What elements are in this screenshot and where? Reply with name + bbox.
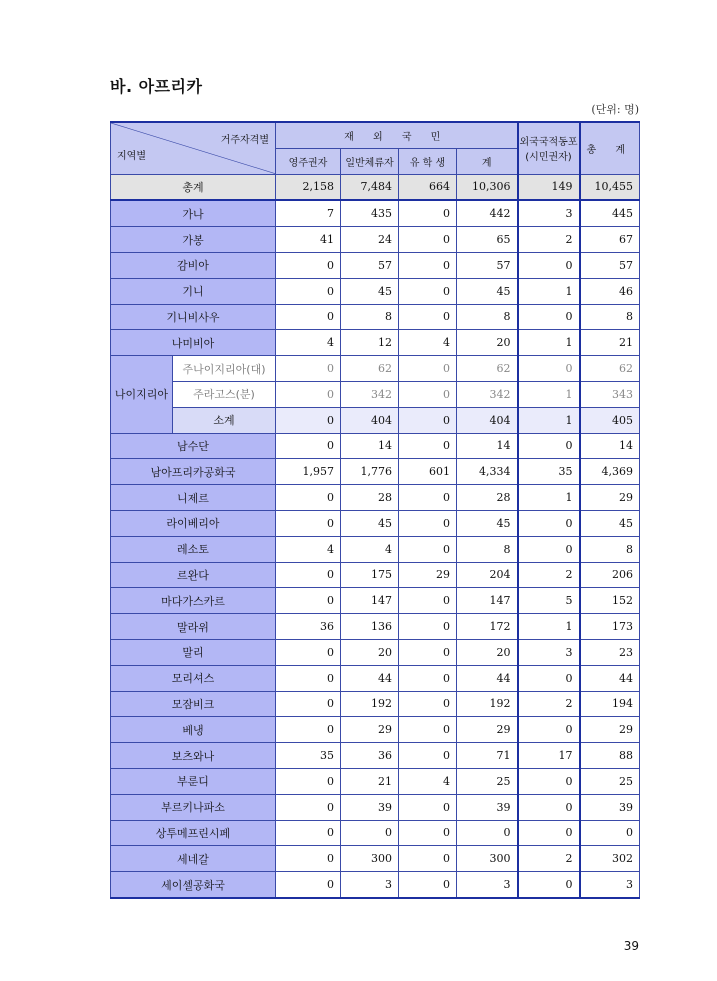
table-cell: 2 <box>518 562 580 588</box>
row-region-name: 기니비사우 <box>111 304 276 330</box>
table-cell: 664 <box>399 174 457 200</box>
table-cell: 0 <box>518 356 580 382</box>
table-cell: 0 <box>518 794 580 820</box>
table-cell: 405 <box>580 407 640 433</box>
row-region-name: 가나 <box>111 200 276 226</box>
table-cell: 0 <box>276 562 341 588</box>
row-region-name: 남수단 <box>111 433 276 459</box>
table-cell: 35 <box>518 459 580 485</box>
table-cell: 147 <box>341 588 399 614</box>
table-cell: 5 <box>518 588 580 614</box>
table-cell: 0 <box>399 691 457 717</box>
table-cell: 2 <box>518 227 580 253</box>
diagonal-header-top: 거주자격별 <box>220 135 269 146</box>
table-cell: 0 <box>399 846 457 872</box>
table-cell: 10,306 <box>457 174 518 200</box>
table-cell: 57 <box>580 252 640 278</box>
africa-residents-table <box>110 121 640 899</box>
row-sub-name: 주라고스(분) <box>173 381 276 407</box>
table-cell: 20 <box>457 639 518 665</box>
table-cell: 45 <box>457 278 518 304</box>
table-cell: 0 <box>518 717 580 743</box>
table-cell: 45 <box>341 510 399 536</box>
table-cell: 0 <box>276 510 341 536</box>
table-cell: 39 <box>457 794 518 820</box>
table-cell: 36 <box>341 743 399 769</box>
table-cell: 149 <box>518 174 580 200</box>
table-cell: 302 <box>580 846 640 872</box>
row-region-name: 상투메프린시페 <box>111 820 276 846</box>
table-cell: 0 <box>276 820 341 846</box>
table-row <box>111 407 640 433</box>
table-row <box>111 665 640 691</box>
table-cell: 173 <box>580 614 640 640</box>
table-cell: 0 <box>276 846 341 872</box>
table-cell: 1 <box>518 407 580 433</box>
table-cell: 204 <box>457 562 518 588</box>
diagonal-header-cell <box>111 122 276 174</box>
table-cell: 0 <box>518 872 580 898</box>
table-cell: 0 <box>276 639 341 665</box>
table-cell: 0 <box>518 768 580 794</box>
table-cell: 44 <box>341 665 399 691</box>
table-cell: 435 <box>341 200 399 226</box>
table-cell: 7,484 <box>341 174 399 200</box>
page-number: 39 <box>623 939 639 953</box>
header-permanent: 영주권자 <box>276 148 341 174</box>
table-cell: 24 <box>341 227 399 253</box>
table-cell: 0 <box>399 536 457 562</box>
table-cell: 2 <box>518 846 580 872</box>
table-cell: 4 <box>341 536 399 562</box>
table-cell: 3 <box>341 872 399 898</box>
row-region-name: 보츠와나 <box>111 743 276 769</box>
table-row <box>111 872 640 898</box>
row-region-name: 모리셔스 <box>111 665 276 691</box>
table-row <box>111 278 640 304</box>
table-row <box>111 562 640 588</box>
table-cell: 0 <box>399 665 457 691</box>
row-region-name: 말라위 <box>111 614 276 640</box>
header-subtotal: 계 <box>457 148 518 174</box>
table-cell: 0 <box>276 433 341 459</box>
table-row <box>111 356 640 382</box>
table-row <box>111 717 640 743</box>
table-cell: 4,334 <box>457 459 518 485</box>
table-cell: 3 <box>580 872 640 898</box>
table-cell: 136 <box>341 614 399 640</box>
table-row <box>111 536 640 562</box>
table-cell: 0 <box>399 200 457 226</box>
table-cell: 343 <box>580 381 640 407</box>
table-cell: 29 <box>580 485 640 511</box>
table-cell: 41 <box>276 227 341 253</box>
table-cell: 0 <box>276 356 341 382</box>
table-cell: 175 <box>341 562 399 588</box>
table-row <box>111 768 640 794</box>
table-cell: 0 <box>580 820 640 846</box>
table-cell: 0 <box>276 794 341 820</box>
table-cell: 0 <box>399 485 457 511</box>
table-cell: 88 <box>580 743 640 769</box>
table-cell: 39 <box>341 794 399 820</box>
table-cell: 39 <box>580 794 640 820</box>
row-subtotal-name: 소계 <box>173 407 276 433</box>
table-cell: 0 <box>399 227 457 253</box>
table-row <box>111 227 640 253</box>
table-row <box>111 639 640 665</box>
row-region-name: 감비아 <box>111 252 276 278</box>
table-cell: 14 <box>580 433 640 459</box>
table-row <box>111 820 640 846</box>
table-row <box>111 381 640 407</box>
table-cell: 1 <box>518 614 580 640</box>
table-cell: 7 <box>276 200 341 226</box>
table-row <box>111 433 640 459</box>
row-region-name: 부르키나파소 <box>111 794 276 820</box>
table-cell: 4 <box>399 768 457 794</box>
unit-label: (단위: 명) <box>591 103 639 116</box>
table-cell: 62 <box>341 356 399 382</box>
row-region-name: 모잠비크 <box>111 691 276 717</box>
table-cell: 0 <box>276 304 341 330</box>
table-cell: 0 <box>399 794 457 820</box>
row-group-name: 나이지리아 <box>111 356 173 433</box>
table-cell: 4 <box>399 330 457 356</box>
table-row <box>111 588 640 614</box>
table-cell: 45 <box>580 510 640 536</box>
row-region-name: 기니 <box>111 278 276 304</box>
table-cell: 0 <box>276 278 341 304</box>
table-cell: 0 <box>399 639 457 665</box>
table-cell: 1,957 <box>276 459 341 485</box>
table-cell: 0 <box>399 433 457 459</box>
table-cell: 0 <box>518 433 580 459</box>
table-cell: 0 <box>341 820 399 846</box>
table-cell: 2,158 <box>276 174 341 200</box>
table-cell: 0 <box>276 665 341 691</box>
table-cell: 46 <box>580 278 640 304</box>
table-cell: 71 <box>457 743 518 769</box>
table-cell: 0 <box>518 536 580 562</box>
row-region-name: 남아프리카공화국 <box>111 459 276 485</box>
table-row <box>111 485 640 511</box>
header-foreign-citizen: 외국국적동포 (시민권자) <box>518 122 580 174</box>
header-general: 일반체류자 <box>341 148 399 174</box>
table-row <box>111 304 640 330</box>
table-cell: 0 <box>276 252 341 278</box>
table-cell: 0 <box>276 381 341 407</box>
table-cell: 29 <box>399 562 457 588</box>
table-cell: 0 <box>276 717 341 743</box>
table-cell: 0 <box>276 407 341 433</box>
row-region-name: 레소토 <box>111 536 276 562</box>
table-cell: 4,369 <box>580 459 640 485</box>
table-cell: 3 <box>457 872 518 898</box>
table-cell: 0 <box>399 381 457 407</box>
table-cell: 0 <box>276 588 341 614</box>
table-cell: 0 <box>399 717 457 743</box>
table-cell: 36 <box>276 614 341 640</box>
table-cell: 20 <box>457 330 518 356</box>
row-region-name: 마다가스카르 <box>111 588 276 614</box>
table-cell: 0 <box>399 588 457 614</box>
table-row <box>111 691 640 717</box>
table-cell: 12 <box>341 330 399 356</box>
table-cell: 0 <box>399 356 457 382</box>
table-cell: 62 <box>580 356 640 382</box>
table-cell: 152 <box>580 588 640 614</box>
table-cell: 0 <box>399 614 457 640</box>
table-cell: 0 <box>276 485 341 511</box>
table-cell: 1 <box>518 485 580 511</box>
table-row <box>111 510 640 536</box>
table-cell: 0 <box>518 304 580 330</box>
table-cell: 0 <box>399 872 457 898</box>
table-cell: 4 <box>276 536 341 562</box>
table-cell: 14 <box>457 433 518 459</box>
table-cell: 172 <box>457 614 518 640</box>
table-cell: 342 <box>457 381 518 407</box>
table-cell: 0 <box>399 743 457 769</box>
table-cell: 0 <box>518 665 580 691</box>
row-region-name: 말리 <box>111 639 276 665</box>
table-cell: 8 <box>580 304 640 330</box>
table-row <box>111 330 640 356</box>
header-student: 유 학 생 <box>399 148 457 174</box>
table-cell: 3 <box>518 639 580 665</box>
table-cell: 342 <box>341 381 399 407</box>
table-cell: 0 <box>518 510 580 536</box>
table-cell: 25 <box>580 768 640 794</box>
table-cell: 0 <box>399 278 457 304</box>
table-cell: 0 <box>518 820 580 846</box>
table-cell: 300 <box>341 846 399 872</box>
table-cell: 1 <box>518 330 580 356</box>
table-row <box>111 794 640 820</box>
table-cell: 25 <box>457 768 518 794</box>
table-cell: 21 <box>580 330 640 356</box>
row-region-name: 세네갈 <box>111 846 276 872</box>
table-cell: 67 <box>580 227 640 253</box>
table-cell: 14 <box>341 433 399 459</box>
table-cell: 1,776 <box>341 459 399 485</box>
table-cell: 29 <box>341 717 399 743</box>
table-row <box>111 459 640 485</box>
table-cell: 404 <box>341 407 399 433</box>
table-cell: 17 <box>518 743 580 769</box>
row-region-name: 가봉 <box>111 227 276 253</box>
table-cell: 0 <box>276 768 341 794</box>
table-cell: 194 <box>580 691 640 717</box>
table-cell: 0 <box>399 252 457 278</box>
table-cell: 45 <box>341 278 399 304</box>
table-cell: 442 <box>457 200 518 226</box>
table-cell: 0 <box>276 691 341 717</box>
table-cell: 21 <box>341 768 399 794</box>
table-cell: 0 <box>518 252 580 278</box>
section-title: 바. 아프리카 <box>110 77 203 96</box>
table-cell: 8 <box>580 536 640 562</box>
table-row <box>111 174 640 200</box>
table-cell: 0 <box>399 510 457 536</box>
table-cell: 0 <box>399 407 457 433</box>
table-cell: 147 <box>457 588 518 614</box>
table-cell: 4 <box>276 330 341 356</box>
table-cell: 44 <box>457 665 518 691</box>
table-row <box>111 200 640 226</box>
table-cell: 2 <box>518 691 580 717</box>
row-region-name: 르완다 <box>111 562 276 588</box>
table-cell: 57 <box>341 252 399 278</box>
table-cell: 28 <box>341 485 399 511</box>
row-region-name: 총계 <box>111 174 276 200</box>
row-region-name: 부룬디 <box>111 768 276 794</box>
table-cell: 62 <box>457 356 518 382</box>
table-cell: 192 <box>341 691 399 717</box>
table-row <box>111 743 640 769</box>
table-cell: 45 <box>457 510 518 536</box>
table-cell: 0 <box>399 820 457 846</box>
table-cell: 300 <box>457 846 518 872</box>
row-region-name: 니제르 <box>111 485 276 511</box>
table-cell: 44 <box>580 665 640 691</box>
table-cell: 8 <box>457 304 518 330</box>
table-row <box>111 614 640 640</box>
table-cell: 601 <box>399 459 457 485</box>
header-resident-group: 재 외 국 민 <box>276 122 518 148</box>
table-row <box>111 252 640 278</box>
table-cell: 20 <box>341 639 399 665</box>
table-cell: 0 <box>276 872 341 898</box>
table-cell: 206 <box>580 562 640 588</box>
table-cell: 65 <box>457 227 518 253</box>
table-cell: 35 <box>276 743 341 769</box>
table-row <box>111 846 640 872</box>
table-cell: 0 <box>399 304 457 330</box>
table-cell: 57 <box>457 252 518 278</box>
table-cell: 29 <box>580 717 640 743</box>
table-cell: 28 <box>457 485 518 511</box>
table-cell: 445 <box>580 200 640 226</box>
table-cell: 10,455 <box>580 174 640 200</box>
row-sub-name: 주나이지리아(대) <box>173 356 276 382</box>
row-region-name: 베냉 <box>111 717 276 743</box>
header-grand-total: 총 계 <box>580 122 640 174</box>
table-cell: 1 <box>518 381 580 407</box>
table-cell: 3 <box>518 200 580 226</box>
row-region-name: 라이베리아 <box>111 510 276 536</box>
table-cell: 404 <box>457 407 518 433</box>
row-region-name: 세이셸공화국 <box>111 872 276 898</box>
row-region-name: 나미비아 <box>111 330 276 356</box>
table-cell: 8 <box>341 304 399 330</box>
table-cell: 23 <box>580 639 640 665</box>
table-cell: 192 <box>457 691 518 717</box>
diagonal-header-bottom: 지역별 <box>117 150 146 162</box>
table-cell: 29 <box>457 717 518 743</box>
table-cell: 1 <box>518 278 580 304</box>
table-cell: 8 <box>457 536 518 562</box>
table-cell: 0 <box>457 820 518 846</box>
